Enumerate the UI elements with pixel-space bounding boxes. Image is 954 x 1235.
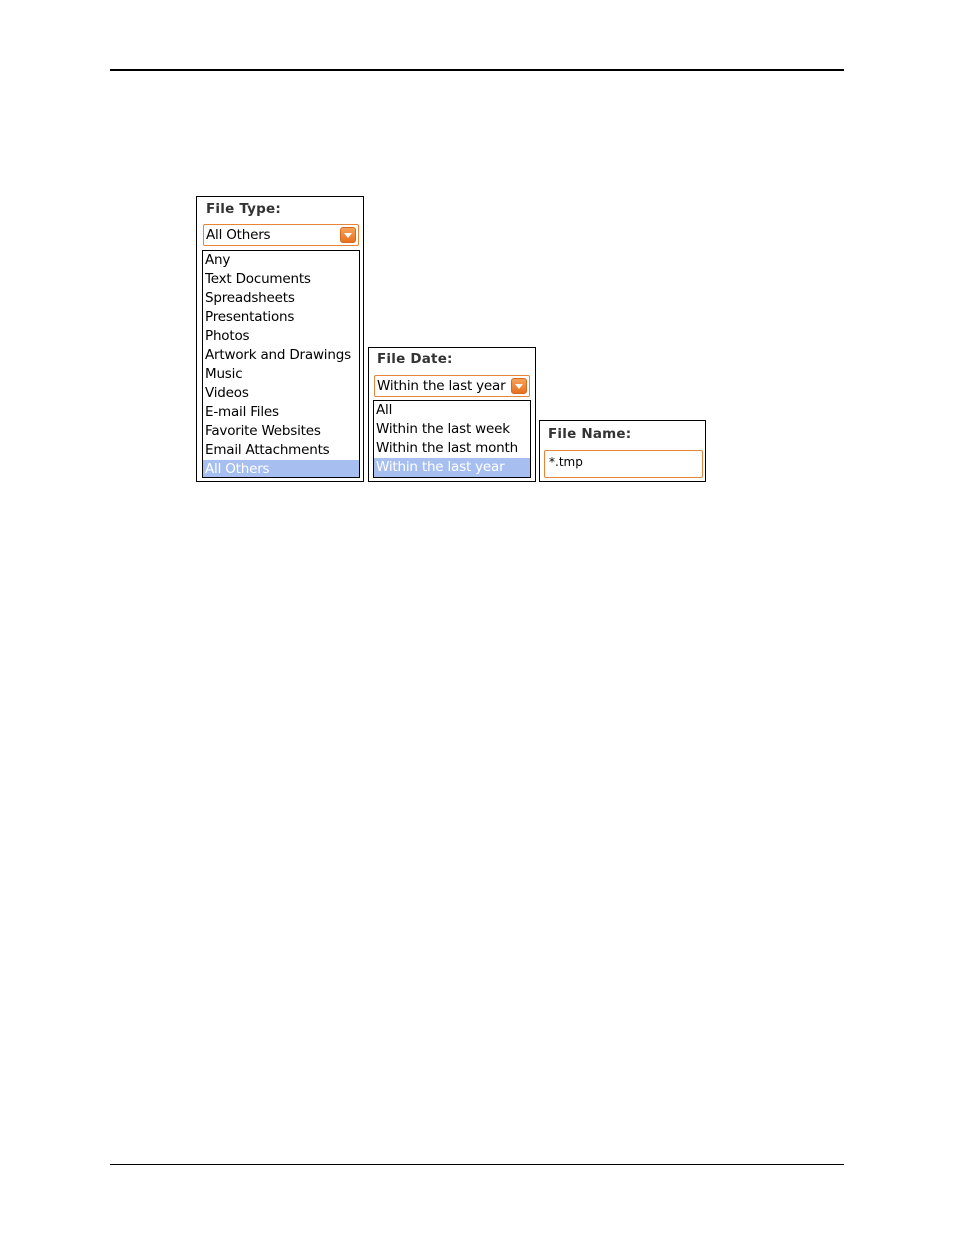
file-type-option-any[interactable]: Any	[205, 252, 231, 268]
file-type-options-list[interactable]	[202, 250, 360, 478]
file-type-option-videos[interactable]: Videos	[205, 385, 249, 401]
file-date-option-all[interactable]: All	[376, 402, 393, 418]
file-date-options-list[interactable]	[373, 400, 531, 478]
file-type-option-all-others[interactable]: All Others	[203, 460, 359, 478]
file-type-option-text-documents[interactable]: Text Documents	[205, 271, 311, 287]
chevron-down-icon[interactable]	[340, 227, 356, 243]
file-name-input[interactable]	[544, 450, 703, 478]
file-type-label: File Type:	[206, 201, 281, 217]
footer-rule	[110, 1164, 844, 1165]
chevron-down-icon[interactable]	[511, 378, 527, 394]
file-date-selected-value: Within the last year	[377, 378, 506, 394]
file-type-option-music[interactable]: Music	[205, 366, 243, 382]
file-type-option-email-attachments[interactable]: Email Attachments	[205, 442, 330, 458]
file-type-option-email-files[interactable]: E-mail Files	[205, 404, 279, 420]
file-name-label: File Name:	[548, 426, 632, 442]
file-date-dropdown[interactable]	[374, 375, 530, 397]
file-type-option-presentations[interactable]: Presentations	[205, 309, 295, 325]
file-date-option-last-month[interactable]: Within the last month	[376, 440, 518, 456]
file-date-label: File Date:	[377, 351, 453, 367]
file-type-selected-value: All Others	[206, 227, 271, 243]
file-type-option-favorite-websites[interactable]: Favorite Websites	[205, 423, 321, 439]
header-rule	[110, 69, 844, 71]
file-type-option-spreadsheets[interactable]: Spreadsheets	[205, 290, 295, 306]
file-type-panel	[196, 196, 364, 482]
file-name-value: *.tmp	[549, 455, 583, 469]
file-date-option-last-year[interactable]: Within the last year	[374, 458, 530, 477]
file-type-option-photos[interactable]: Photos	[205, 328, 250, 344]
file-date-option-last-week[interactable]: Within the last week	[376, 421, 510, 437]
file-type-option-artwork-and-drawings[interactable]: Artwork and Drawings	[205, 347, 351, 363]
file-name-panel	[539, 420, 706, 482]
file-date-panel	[368, 347, 536, 482]
file-type-dropdown[interactable]	[203, 224, 359, 246]
